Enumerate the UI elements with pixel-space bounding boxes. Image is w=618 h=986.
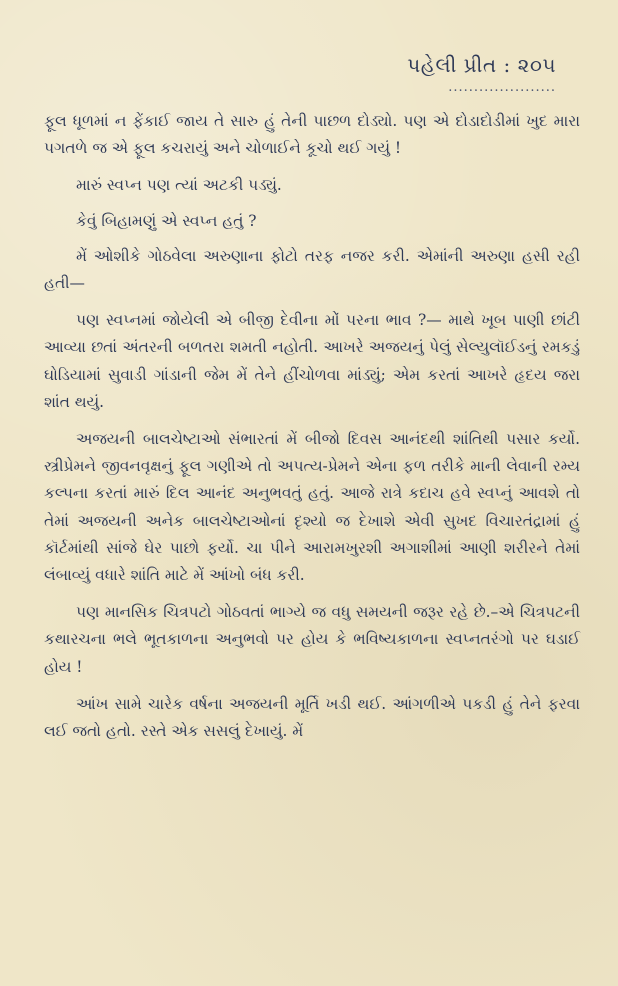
paragraph-continued: ફૂલ ધૂળમાં ન ફેંકાઈ જાય તે સારુ હું તેની પાછળ દોડ્યો. પણ એ દોડાદોડીમાં ખુદ મારા પગતળે જ એ ફૂલ કચરાયું અને ચોળાઈને કૂચો થઈ ગયું ! [44, 112, 580, 158]
paragraph: કેવું બિહામણું એ સ્વપ્ન હતું ? [76, 211, 257, 230]
running-head-title: પહેલી પ્રીત : ૨૦૫ [407, 53, 556, 77]
paragraph: મેં ઓશીકે ગોઠવેલા અરુણાના ફોટો તરફ નજર કરી. એમાંની અરુણા હસી રહી હતી— [44, 246, 580, 293]
running-head-rule: ..................... [448, 80, 556, 95]
paragraph: અજયની બાલચેષ્ટાઓ સંભારતાં મેં બીજો દિવસ આનંદથી શાંતિથી પસાર કર્યો. સ્ત્રીપ્રેમને જીવનવૃક્ષનું ફૂલ ગણીએ તો અપત્ય-પ્રેમને એના ફળ તરીકે માની લેવાની રમ્ય કલ્પના કરતાં મારું દિલ આનંદ અનુભવતું હતું. આજે રાત્રે કદાચ હવે સ્વપ્નું આવશે તો તેમાં અજયની અનેક બાલચેષ્ટાઓનાં દૃશ્યો જ દેખાશે એવી સુખદ વિચારતંદ્રામાં હું કૉર્ટમાંથી સાંજે ઘેર પાછો ફર્યો. ચા પીને આરામખુરશી અગાશીમાં આણી શરીરને તેમાં લંબાવ્યું વધારે શાંતિ માટે મેં આંખો બંધ કરી. [44, 430, 580, 585]
paragraph: આંખ સામે ચારેક વર્ષના અજયની મૂર્તિ ખડી થઈ. આંગળીએ પકડી હું તેને ફરવા લઈ જતો હતો. રસ્તે એક સસલું દેખાયું. મેં [44, 694, 580, 741]
page-body [44, 108, 580, 745]
paragraph: પણ સ્વપ્નમાં જોયેલી એ બીજી દેવીના મોં પરના ભાવ ?— માથે ખૂબ પાણી છાંટી આવ્યા છતાં અંતરની બળતરા શમતી નહોતી. આખરે અજયનું પેલું સેલ્યુલૉઈડનું રમકડું ઘોડિયામાં સુવાડી ગાંડાની જેમ મેં તેને હીંચોળવા માંડ્યું; એમ કરતાં આખરે હૃદય જરા શાંત થયું. [44, 311, 580, 411]
paragraph: મારું સ્વપ્ન પણ ત્યાં અટકી પડ્યું. [76, 176, 282, 195]
paragraph: પણ માનસિક ચિત્રપટો ગોઠવતાં ભાગ્યે જ વધુ સમયની જરૂર રહે છે.–એ ચિત્રપટની કથારચના ભલે ભૂતકાળના અનુભવો પર હોય કે ભવિષ્યકાળના સ્વપ્નતરંગો પર ઘડાઈ હોય ! [44, 603, 580, 676]
